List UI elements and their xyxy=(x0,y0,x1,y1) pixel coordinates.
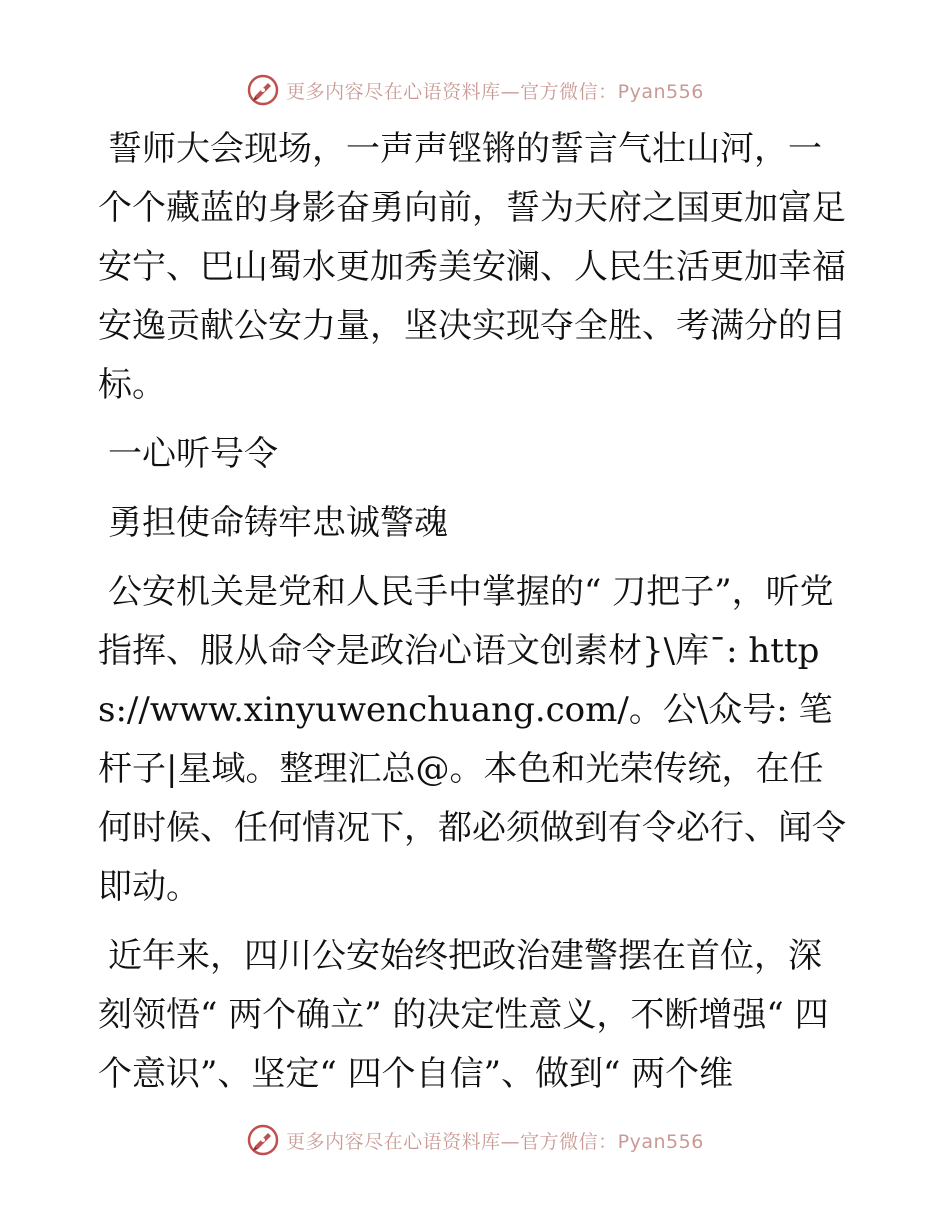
paragraph-oath-rally: 誓师大会现场，一声声铿锵的誓言气壮山河，一个个藏蓝的身影奋勇向前，誓为天府之国更加富足安宁、巴山蜀水更加秀美安澜、人民生活更加幸福安逸贡献公安力量，坚决实现夺全胜、考满分的目标。 xyxy=(98,129,846,405)
pen-logo-icon xyxy=(246,73,280,107)
paragraph-sichuan-police: 近年来，四川公安始终把政治建警摆在首位，深刻领悟“ 两个确立” 的决定性意义，不断增强“ 四个意识”、坚定“ 四个自信”、做到“ 两个维 xyxy=(98,936,829,1094)
footer-watermark-banner xyxy=(0,1120,950,1160)
section-heading-listen-orders: 一心听号令 xyxy=(108,434,278,474)
paragraph-public-security-organs: 公安机关是党和人民手中掌握的“ 刀把子”，听党指挥、服从命令是政治心语文创素材}\库¯: https://www.xinyuwenchuang.com/。公\众号: 笔杆子|星域。整理汇总@。本色和光荣传统，在任何时候、任何情况下，都必须做到有令必行、闻令即动。 xyxy=(98,572,846,907)
document-body xyxy=(98,120,850,1114)
pen-logo-icon xyxy=(246,1123,280,1157)
section-subheading-loyalty: 勇担使命铸牢忠诚警魂 xyxy=(108,503,448,543)
header-banner-text: 更多内容尽在心语资料库—官方微信：Pyan556 xyxy=(286,80,704,103)
header-watermark-banner xyxy=(0,70,950,110)
footer-banner-text: 更多内容尽在心语资料库—官方微信：Pyan556 xyxy=(286,1130,704,1153)
